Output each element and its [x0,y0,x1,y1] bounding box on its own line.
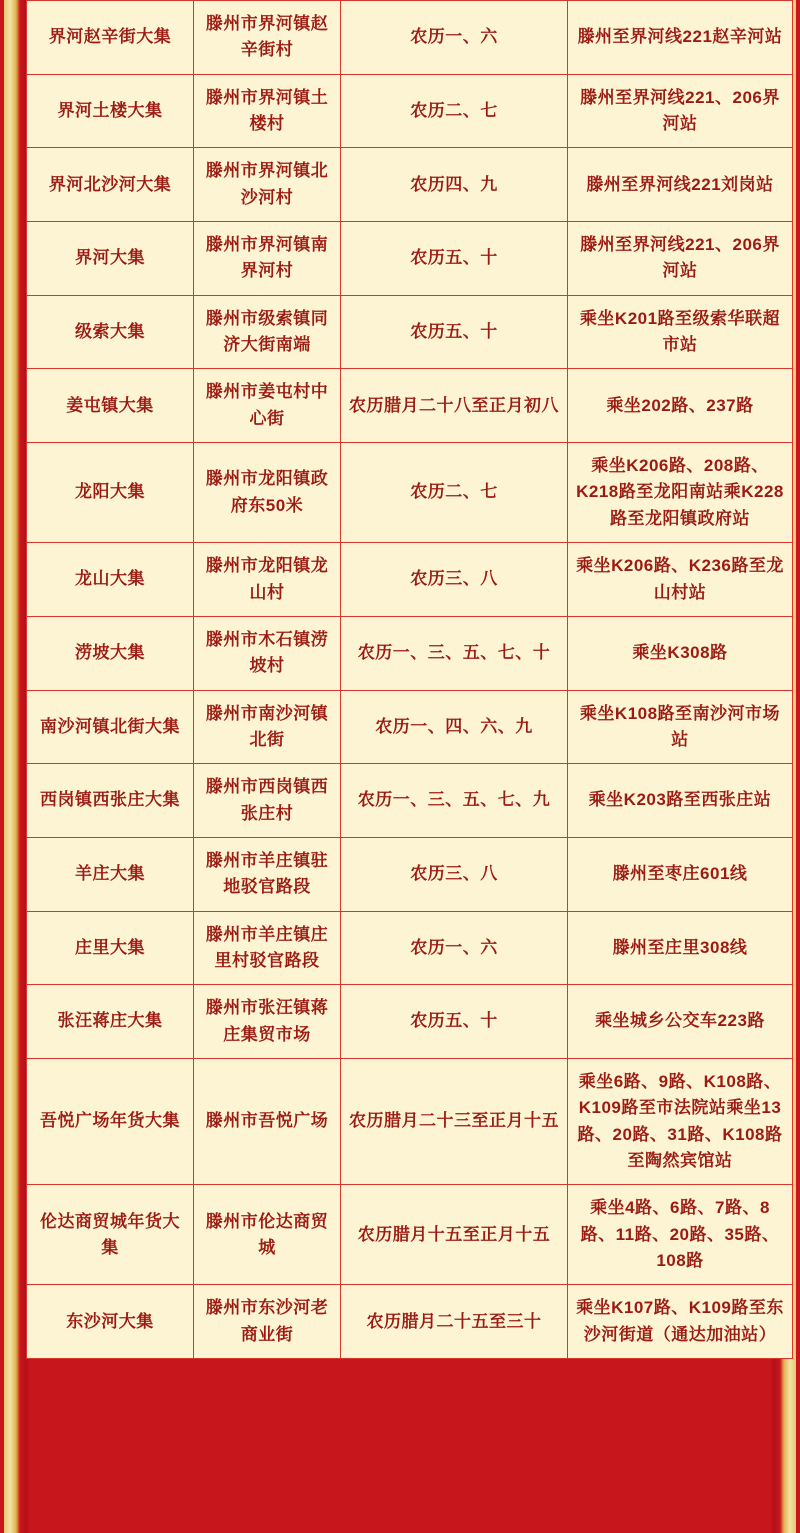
market-time-cell: 农历五、十 [341,295,568,369]
market-route-cell: 乘坐6路、9路、K108路、K109路至市法院站乘坐13路、20路、31路、K108路至陶然宾馆站 [568,1058,793,1184]
market-time-cell: 农历五、十 [341,985,568,1059]
table-row [27,1058,793,1184]
market-time-cell: 农历三、八 [341,837,568,911]
market-route-cell: 滕州至界河线221赵辛河站 [568,1,793,75]
market-route-cell: 乘坐K206路、208路、K218路至龙阳南站乘K228路至龙阳镇政府站 [568,443,793,543]
market-route-cell: 乘坐K108路至南沙河市场站 [568,690,793,764]
market-name-cell: 涝坡大集 [27,616,194,690]
table-row [27,369,793,443]
market-route-cell: 乘坐K107路、K109路至东沙河街道（通达加油站） [568,1285,793,1359]
market-place-cell: 滕州市东沙河老商业街 [194,1285,341,1359]
market-route-cell: 乘坐202路、237路 [568,369,793,443]
market-place-cell: 滕州市界河镇土楼村 [194,74,341,148]
market-route-cell: 滕州至枣庄601线 [568,837,793,911]
market-place-cell: 滕州市界河镇北沙河村 [194,148,341,222]
table-row [27,148,793,222]
market-name-cell: 龙山大集 [27,543,194,617]
market-route-cell: 乘坐城乡公交车223路 [568,985,793,1059]
table-row [27,222,793,296]
market-place-cell: 滕州市龙阳镇政府东50米 [194,443,341,543]
market-name-cell: 界河赵辛街大集 [27,1,194,75]
market-place-cell: 滕州市西岗镇西张庄村 [194,764,341,838]
table-row [27,443,793,543]
market-route-cell: 滕州至界河线221、206界河站 [568,222,793,296]
market-name-cell: 界河大集 [27,222,194,296]
market-time-cell: 农历腊月二十五至三十 [341,1285,568,1359]
market-name-cell: 界河土楼大集 [27,74,194,148]
table-row [27,74,793,148]
market-name-cell: 张汪蒋庄大集 [27,985,194,1059]
market-time-cell: 农历一、六 [341,1,568,75]
market-name-cell: 龙阳大集 [27,443,194,543]
market-time-cell: 农历四、九 [341,148,568,222]
market-route-cell: 滕州至界河线221、206界河站 [568,74,793,148]
market-time-cell: 农历腊月二十八至正月初八 [341,369,568,443]
market-route-cell: 乘坐K203路至西张庄站 [568,764,793,838]
table-row [27,1,793,75]
bottom-spacer [0,1359,800,1397]
market-name-cell: 东沙河大集 [27,1285,194,1359]
market-route-cell: 乘坐4路、6路、7路、8路、11路、20路、35路、108路 [568,1185,793,1285]
market-route-cell: 乘坐K308路 [568,616,793,690]
table-row [27,1285,793,1359]
market-place-cell: 滕州市伦达商贸城 [194,1185,341,1285]
market-route-cell: 乘坐K206路、K236路至龙山村站 [568,543,793,617]
table-container [26,0,784,1359]
market-time-cell: 农历二、七 [341,443,568,543]
market-time-cell: 农历腊月二十三至正月十五 [341,1058,568,1184]
market-time-cell: 农历二、七 [341,74,568,148]
market-place-cell: 滕州市吾悦广场 [194,1058,341,1184]
market-time-cell: 农历五、十 [341,222,568,296]
market-route-cell: 乘坐K201路至级索华联超市站 [568,295,793,369]
table-row [27,690,793,764]
market-time-cell: 农历腊月十五至正月十五 [341,1185,568,1285]
market-time-cell: 农历一、三、五、七、九 [341,764,568,838]
market-place-cell: 滕州市级索镇同济大街南端 [194,295,341,369]
market-name-cell: 姜屯镇大集 [27,369,194,443]
market-place-cell: 滕州市姜屯村中心街 [194,369,341,443]
market-place-cell: 滕州市张汪镇蒋庄集贸市场 [194,985,341,1059]
market-name-cell: 吾悦广场年货大集 [27,1058,194,1184]
market-schedule-table [26,0,793,1359]
market-route-cell: 滕州至界河线221刘岗站 [568,148,793,222]
market-name-cell: 伦达商贸城年货大集 [27,1185,194,1285]
market-route-cell: 滕州至庄里308线 [568,911,793,985]
market-time-cell: 农历一、六 [341,911,568,985]
market-time-cell: 农历三、八 [341,543,568,617]
market-name-cell: 庄里大集 [27,911,194,985]
table-row [27,911,793,985]
table-row [27,764,793,838]
market-place-cell: 滕州市木石镇涝坡村 [194,616,341,690]
table-row [27,1185,793,1285]
market-place-cell: 滕州市羊庄镇驻地驳官路段 [194,837,341,911]
market-place-cell: 滕州市龙阳镇龙山村 [194,543,341,617]
market-place-cell: 滕州市界河镇南界河村 [194,222,341,296]
table-row [27,295,793,369]
table-body [27,1,793,1359]
table-row [27,543,793,617]
market-place-cell: 滕州市南沙河镇北街 [194,690,341,764]
market-name-cell: 级索大集 [27,295,194,369]
market-time-cell: 农历一、三、五、七、十 [341,616,568,690]
table-row [27,616,793,690]
market-name-cell: 羊庄大集 [27,837,194,911]
market-place-cell: 滕州市羊庄镇庄里村驳官路段 [194,911,341,985]
market-name-cell: 南沙河镇北街大集 [27,690,194,764]
market-name-cell: 界河北沙河大集 [27,148,194,222]
market-time-cell: 农历一、四、六、九 [341,690,568,764]
market-place-cell: 滕州市界河镇赵辛街村 [194,1,341,75]
table-row [27,837,793,911]
table-row [27,985,793,1059]
market-name-cell: 西岗镇西张庄大集 [27,764,194,838]
